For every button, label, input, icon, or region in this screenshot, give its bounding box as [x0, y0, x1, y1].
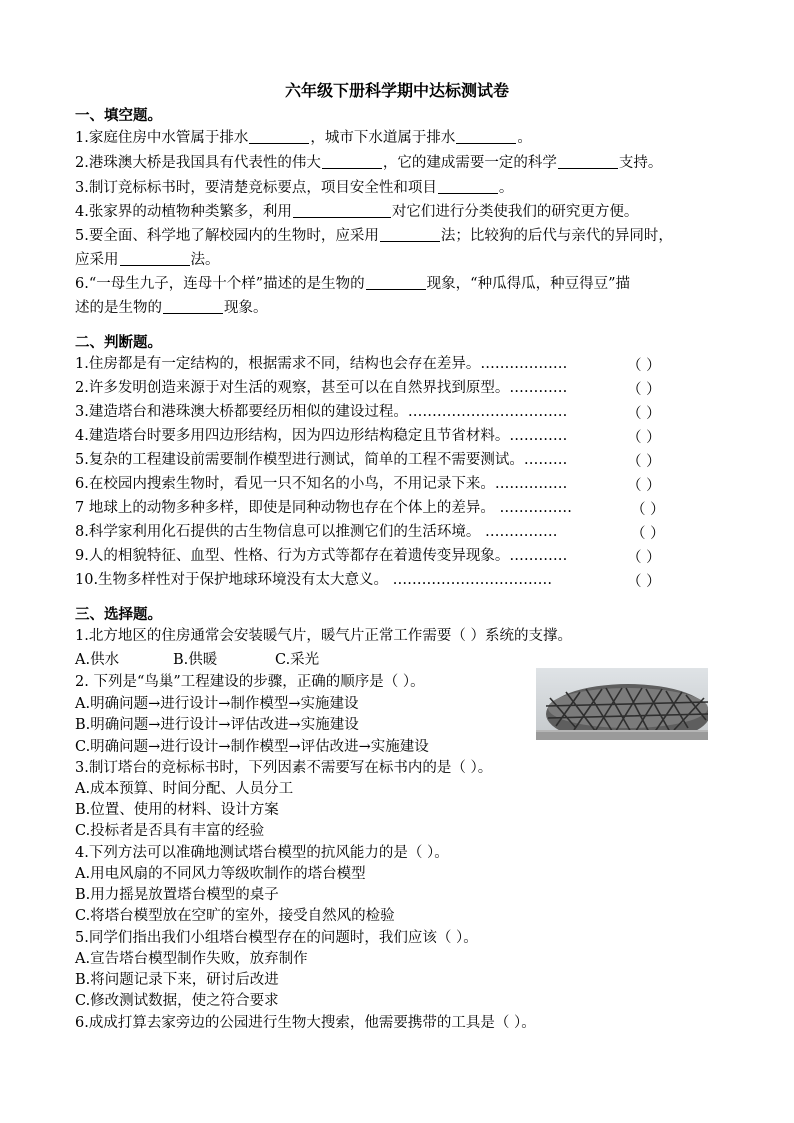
answer-blank[interactable] [438, 179, 498, 194]
option-b[interactable]: B.供暖 [173, 652, 218, 668]
q-text: 3.制订竞标标书时，要清楚竞标要点，项目安全性和项目 [75, 180, 437, 196]
q-text: 2.港珠澳大桥是我国具有代表性的伟大 [75, 155, 321, 171]
option-b[interactable]: B.明确问题→进行设计→评估改进→实施建设 [75, 717, 359, 733]
q-text: 述的是生物的 [75, 300, 162, 316]
tf-item: 10.生物多样性对于保护地球环境没有太大意义。 …………………………… [75, 572, 553, 588]
tf-item: 5.复杂的工程建设前需要制作模型进行测试，简单的工程不需要测试。……… [75, 452, 568, 468]
q-text: ，城市下水道属于排水 [310, 130, 456, 146]
q-text: 5.要全面、科学地了解校园内的生物时，应采用 [75, 228, 379, 244]
mc-q1-stem: 1.北方地区的住房通常会安装暖气片，暖气片正常工作需要（ ）系统的支撑。 [75, 628, 572, 644]
fill-q1 [75, 128, 725, 148]
option-a[interactable]: A.成本预算、时间分配、人员分工 [75, 781, 294, 797]
q-text: 6.“一母生九子，连母十个样”描述的是生物的 [75, 276, 365, 292]
fill-q2 [75, 153, 725, 173]
tf-answer-paren[interactable]: （ ） [627, 550, 661, 566]
tf-answer-paren[interactable]: （ ） [627, 430, 661, 446]
option-a[interactable]: A.用电风扇的不同风力等级吹制作的塔台模型 [75, 866, 366, 882]
fill-q5-line2 [75, 250, 725, 270]
answer-blank[interactable] [163, 299, 223, 314]
mc-q2-stem: 2. 下列是“鸟巢”工程建设的步骤，正确的顺序是（ ）。 [75, 674, 425, 690]
fill-q6 [75, 274, 725, 294]
answer-blank[interactable] [322, 154, 382, 169]
tf-item: 6.在校园内搜索生物时，看见一只不知名的小鸟，不用记录下来。…………… [75, 476, 568, 492]
answer-blank[interactable] [249, 129, 309, 144]
option-c[interactable]: C.采光 [275, 652, 320, 668]
option-b[interactable]: B.将问题记录下来，研讨后改进 [75, 972, 279, 988]
option-c[interactable]: C.修改测试数据，使之符合要求 [75, 993, 279, 1009]
mc-q6-stem: 6.成成打算去家旁边的公园进行生物大搜索，他需要携带的工具是（ ）。 [75, 1015, 536, 1031]
mc-q3-stem: 3.制订塔台的竞标标书时，下列因素不需要写在标书内的是（ ）。 [75, 760, 493, 776]
option-a[interactable]: A.宣告塔台模型制作失败，放弃制作 [75, 951, 308, 967]
option-c[interactable]: C.投标者是否具有丰富的经验 [75, 823, 265, 839]
option-b[interactable]: B.位置、使用的材料、设计方案 [75, 802, 279, 818]
page-title: 六年级下册科学期中达标测试卷 [284, 81, 509, 100]
option-a[interactable]: A.明确问题→进行设计→制作模型→实施建设 [75, 696, 359, 712]
q-text: 1.家庭住房中水管属于排水 [75, 130, 249, 146]
fill-q6-line2 [75, 298, 725, 318]
mc-q4-stem: 4.下列方法可以准确地测试塔台模型的抗风能力的是（ ）。 [75, 845, 449, 861]
option-c[interactable]: C.将塔台模型放在空旷的室外，接受自然风的检验 [75, 908, 395, 924]
fill-q3 [75, 178, 725, 198]
answer-blank[interactable] [366, 275, 426, 290]
tf-item: 8.科学家利用化石提供的古生物信息可以推测它们的生活环境。 …………… [75, 524, 558, 540]
tf-item: 3.建造塔台和港珠澳大桥都要经历相似的建设过程。…………………………… [75, 404, 568, 420]
tf-item: 7 地球上的动物多种多样，即使是同种动物也存在个体上的差异。 …………… [75, 500, 572, 516]
q-text: 法；比较狗的后代与亲代的异同时， [440, 228, 673, 244]
answer-blank[interactable] [456, 129, 516, 144]
option-b[interactable]: B.用力摇晃放置塔台模型的桌子 [75, 887, 279, 903]
tf-answer-paren[interactable]: （ ） [627, 382, 661, 398]
answer-blank[interactable] [558, 154, 618, 169]
tf-answer-paren[interactable]: （ ） [627, 574, 661, 590]
q-text: 现象，“种瓜得瓜，种豆得豆”描 [426, 276, 630, 292]
birds-nest-stadium-photo [536, 668, 708, 740]
fill-q5 [75, 226, 725, 246]
fill-q4 [75, 202, 725, 222]
tf-answer-paren[interactable]: （ ） [631, 526, 665, 542]
q-text: 支持。 [618, 155, 663, 171]
q-text: 法。 [190, 252, 220, 268]
q-text: 。 [498, 180, 514, 196]
section-true-false-heading: 二、判断题。 [75, 335, 162, 351]
tf-answer-paren[interactable]: （ ） [627, 454, 661, 470]
answer-blank[interactable] [380, 227, 440, 242]
tf-answer-paren[interactable]: （ ） [627, 406, 661, 422]
option-a[interactable]: A.供水 [75, 652, 120, 668]
q-text: 应采用 [75, 252, 119, 268]
section-multiple-choice-heading: 三、选择题。 [75, 607, 162, 623]
answer-blank[interactable] [293, 203, 391, 218]
q-text: 现象。 [224, 300, 268, 316]
q-text: 对它们进行分类使我们的研究更方便。 [391, 204, 639, 220]
answer-blank[interactable] [120, 251, 190, 266]
tf-item: 1.住房都是有一定结构的，根据需求不同，结构也会存在差异。……………… [75, 356, 568, 372]
section-fill-in-heading: 一、填空题。 [75, 108, 162, 124]
option-c[interactable]: C.明确问题→进行设计→制作模型→评估改进→实施建设 [75, 739, 429, 755]
tf-item: 2.许多发明创造来源于对生活的观察，甚至可以在自然界找到原型。………… [75, 380, 568, 396]
mc-q1-options [75, 650, 725, 670]
tf-item: 9.人的相貌特征、血型、性格、行为方式等都存在着遗传变异现象。………… [75, 548, 568, 564]
tf-item: 4.建造塔台时要多用四边形结构，因为四边形结构稳定且节省材料。………… [75, 428, 568, 444]
tf-answer-paren[interactable]: （ ） [627, 358, 661, 374]
q-text: 。 [517, 130, 532, 146]
tf-answer-paren[interactable]: （ ） [627, 478, 661, 494]
q-text: 4.张家界的动植物种类繁多，利用 [75, 204, 292, 220]
q-text: ，它的建成需要一定的科学 [382, 155, 557, 171]
tf-answer-paren[interactable]: （ ） [631, 502, 665, 518]
mc-q5-stem: 5.同学们指出我们小组塔台模型存在的问题时，我们应该（ ）。 [75, 930, 478, 946]
